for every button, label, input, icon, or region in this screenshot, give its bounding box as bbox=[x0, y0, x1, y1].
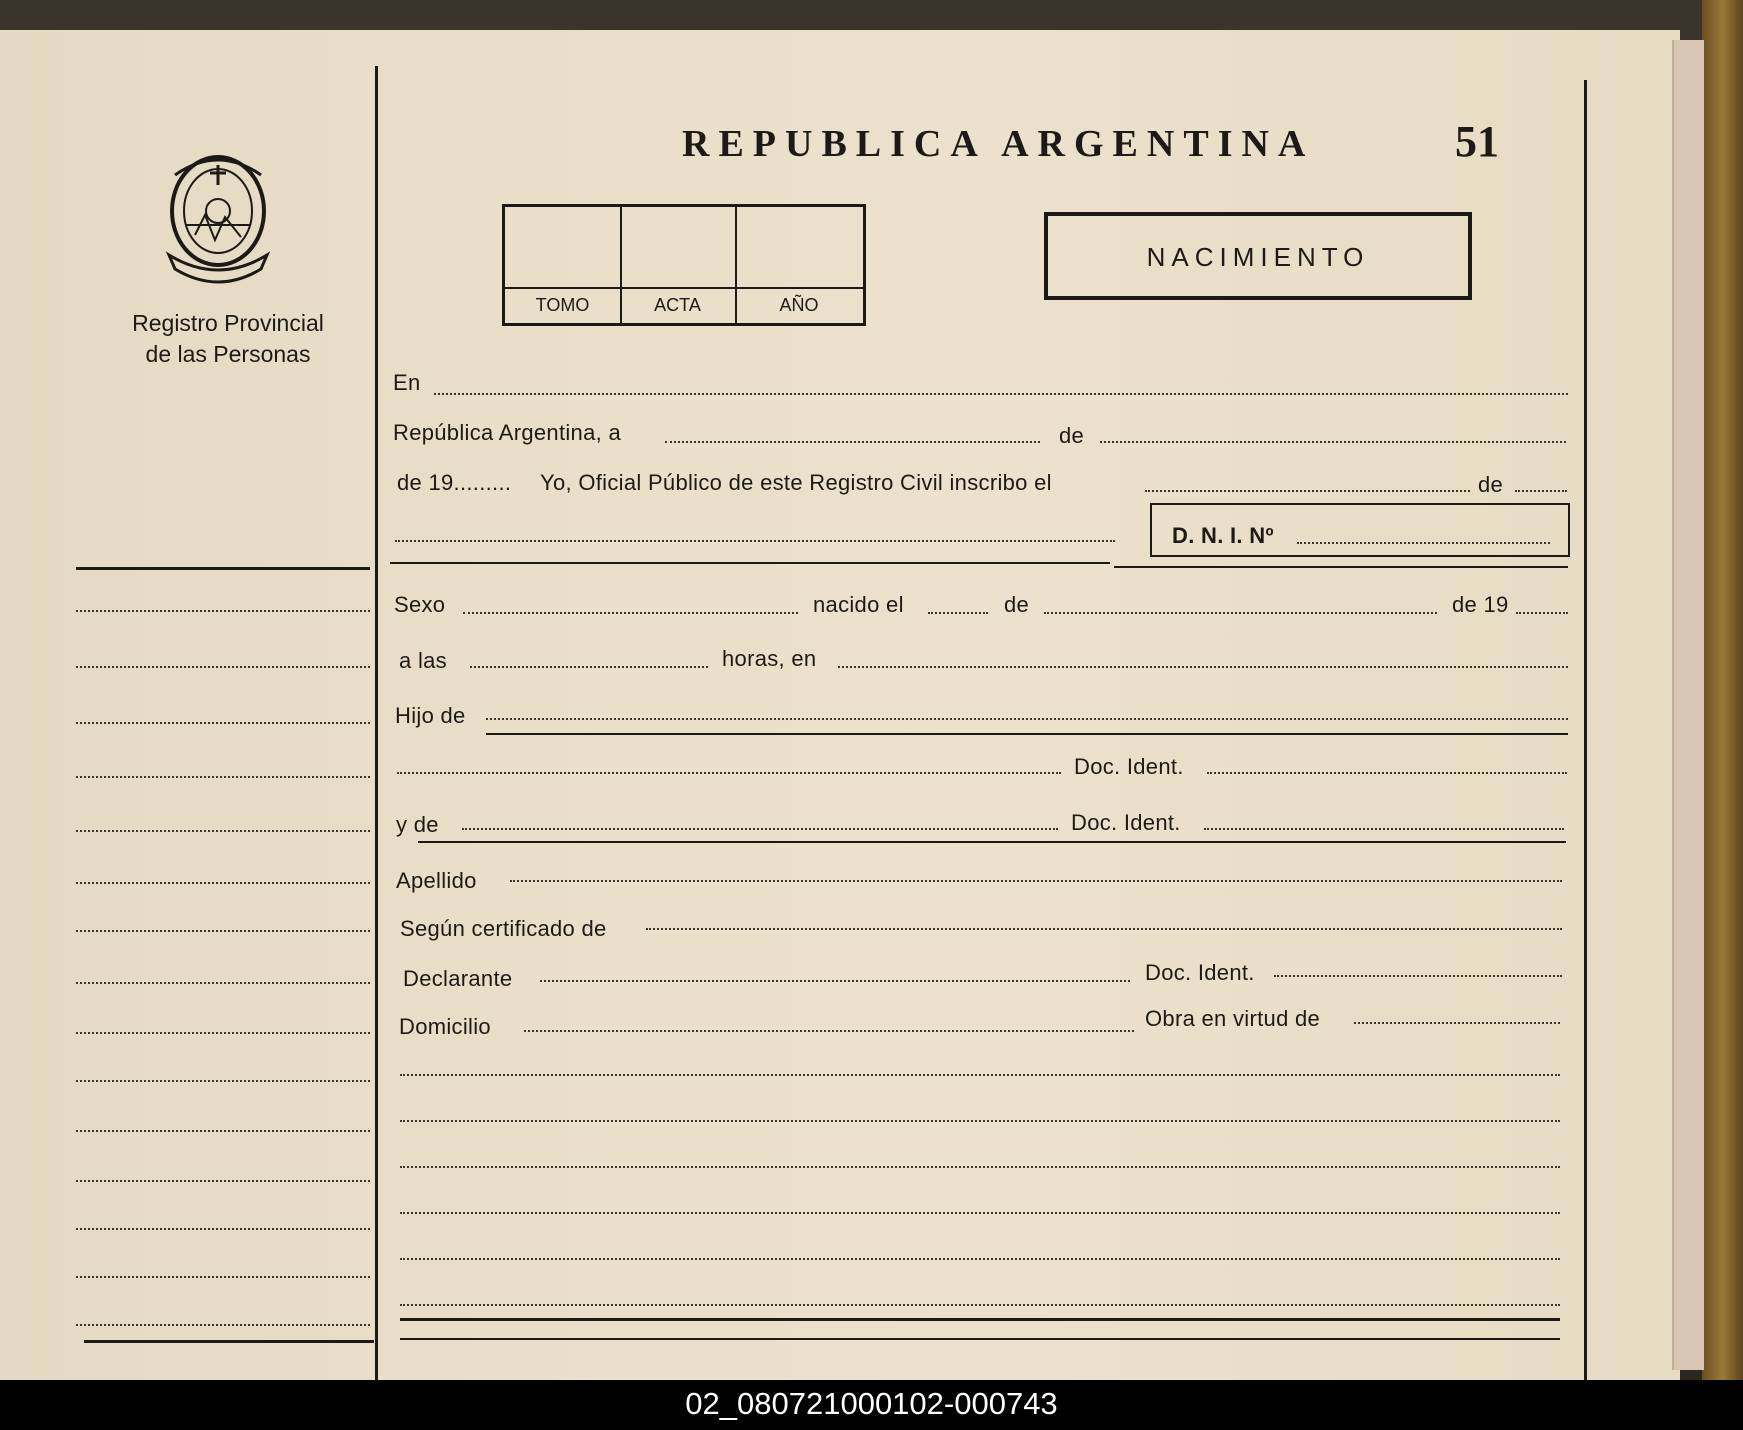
field-padre[interactable] bbox=[397, 772, 1061, 774]
left-note-line bbox=[76, 1180, 370, 1182]
field-ano-nacimiento[interactable] bbox=[1516, 612, 1568, 614]
field-dni[interactable] bbox=[1297, 542, 1550, 544]
field-certificado[interactable] bbox=[646, 928, 1562, 930]
register-divider bbox=[505, 287, 863, 289]
field-madre[interactable] bbox=[462, 828, 1058, 830]
label-de-2: de bbox=[1478, 472, 1504, 497]
left-note-line bbox=[76, 722, 370, 724]
left-note-line bbox=[76, 1080, 370, 1082]
field-hora[interactable] bbox=[470, 666, 708, 668]
label-republica: República Argentina, a bbox=[393, 420, 621, 445]
section-rule-1b bbox=[1114, 566, 1568, 568]
label-domicilio: Domicilio bbox=[399, 1014, 491, 1039]
field-mes-nacimiento[interactable] bbox=[1044, 612, 1437, 614]
document-title: REPUBLICA ARGENTINA bbox=[682, 123, 1315, 165]
ano-label: AÑO bbox=[779, 295, 819, 315]
section-rule-2 bbox=[418, 841, 1566, 843]
field-lugar[interactable] bbox=[838, 666, 1568, 668]
left-column-top-rule bbox=[76, 567, 370, 570]
observation-line[interactable] bbox=[400, 1304, 1560, 1306]
label-horas-en: horas, en bbox=[722, 646, 817, 671]
observation-line[interactable] bbox=[400, 1120, 1560, 1122]
left-note-line bbox=[76, 610, 370, 612]
field-domicilio[interactable] bbox=[524, 1030, 1134, 1032]
left-note-line bbox=[76, 1276, 370, 1278]
label-apellido: Apellido bbox=[396, 868, 477, 893]
field-doc-declarante[interactable] bbox=[1274, 975, 1562, 977]
observation-line[interactable] bbox=[400, 1212, 1560, 1214]
form-bottom-rule bbox=[400, 1318, 1560, 1321]
left-note-line bbox=[76, 1228, 370, 1230]
registry-name bbox=[100, 308, 356, 370]
field-mes-inscripcion[interactable] bbox=[1515, 490, 1567, 492]
field-hijo-de[interactable] bbox=[486, 718, 1568, 720]
left-column-bottom-rule bbox=[84, 1340, 374, 1343]
hijo-de-rule bbox=[486, 733, 1568, 735]
field-dia[interactable] bbox=[665, 441, 1040, 443]
register-box bbox=[502, 204, 866, 326]
image-caption: 02_080721000102-000743 bbox=[685, 1386, 1058, 1421]
book-edge bbox=[1702, 0, 1743, 1380]
field-doc-padre[interactable] bbox=[1207, 772, 1567, 774]
label-dni: D. N. I. Nº bbox=[1172, 523, 1274, 548]
label-de-19: de 19......... bbox=[397, 470, 512, 495]
page-number: 51 bbox=[1455, 117, 1499, 166]
label-yo-oficial: Yo, Oficial Público de este Registro Civil inscribo el bbox=[540, 470, 1052, 495]
field-en[interactable] bbox=[434, 393, 1568, 395]
field-doc-madre[interactable] bbox=[1204, 828, 1564, 830]
field-sexo[interactable] bbox=[463, 612, 798, 614]
left-note-line bbox=[76, 776, 370, 778]
right-margin-rule bbox=[1584, 80, 1587, 1380]
field-obra-virtud[interactable] bbox=[1354, 1022, 1560, 1024]
field-dia-nacimiento[interactable] bbox=[928, 612, 988, 614]
field-declarante[interactable] bbox=[540, 980, 1130, 982]
observation-line[interactable] bbox=[400, 1166, 1560, 1168]
field-mes[interactable] bbox=[1100, 441, 1566, 443]
observation-line[interactable] bbox=[400, 1074, 1560, 1076]
record-type: NACIMIENTO bbox=[1146, 242, 1370, 272]
left-note-line bbox=[76, 1032, 370, 1034]
left-note-line bbox=[76, 1130, 370, 1132]
label-y-de: y de bbox=[396, 812, 439, 837]
left-note-line bbox=[76, 930, 370, 932]
left-note-line bbox=[76, 666, 370, 668]
left-note-line bbox=[76, 1324, 370, 1326]
label-de-3: de bbox=[1004, 592, 1030, 617]
field-fecha-inscripcion[interactable] bbox=[1145, 490, 1470, 492]
label-sexo: Sexo bbox=[394, 592, 446, 617]
record-type-box bbox=[1044, 212, 1472, 300]
acta-label: ACTA bbox=[654, 295, 701, 315]
form-bottom-rule-2 bbox=[400, 1338, 1560, 1340]
label-de-19b: de 19 bbox=[1452, 592, 1509, 617]
label-declarante: Declarante bbox=[403, 966, 513, 991]
label-doc-ident-3: Doc. Ident. bbox=[1145, 960, 1255, 985]
label-obra-virtud: Obra en virtud de bbox=[1145, 1006, 1321, 1031]
misiones-seal-icon bbox=[155, 145, 281, 285]
tomo-label: TOMO bbox=[535, 295, 590, 315]
observation-line[interactable] bbox=[400, 1258, 1560, 1260]
label-hijo-de: Hijo de bbox=[395, 703, 466, 728]
label-en: En bbox=[393, 370, 421, 395]
label-doc-ident-1: Doc. Ident. bbox=[1074, 754, 1184, 779]
label-nacido-el: nacido el bbox=[813, 592, 904, 617]
left-note-line bbox=[76, 882, 370, 884]
registry-line-1: Registro Provincial bbox=[132, 310, 324, 336]
label-a-las: a las bbox=[399, 648, 447, 673]
field-nombre[interactable] bbox=[395, 540, 1115, 542]
label-segun-certificado: Según certificado de bbox=[400, 916, 607, 941]
label-doc-ident-2: Doc. Ident. bbox=[1071, 810, 1181, 835]
registry-line-2: de las Personas bbox=[145, 341, 311, 367]
left-note-line bbox=[76, 830, 370, 832]
page-binding bbox=[1672, 40, 1704, 1370]
field-apellido[interactable] bbox=[510, 880, 1562, 882]
section-rule-1 bbox=[390, 562, 1110, 564]
left-note-line bbox=[76, 982, 370, 984]
label-de-1: de bbox=[1059, 423, 1085, 448]
left-column-rule bbox=[375, 66, 378, 1380]
